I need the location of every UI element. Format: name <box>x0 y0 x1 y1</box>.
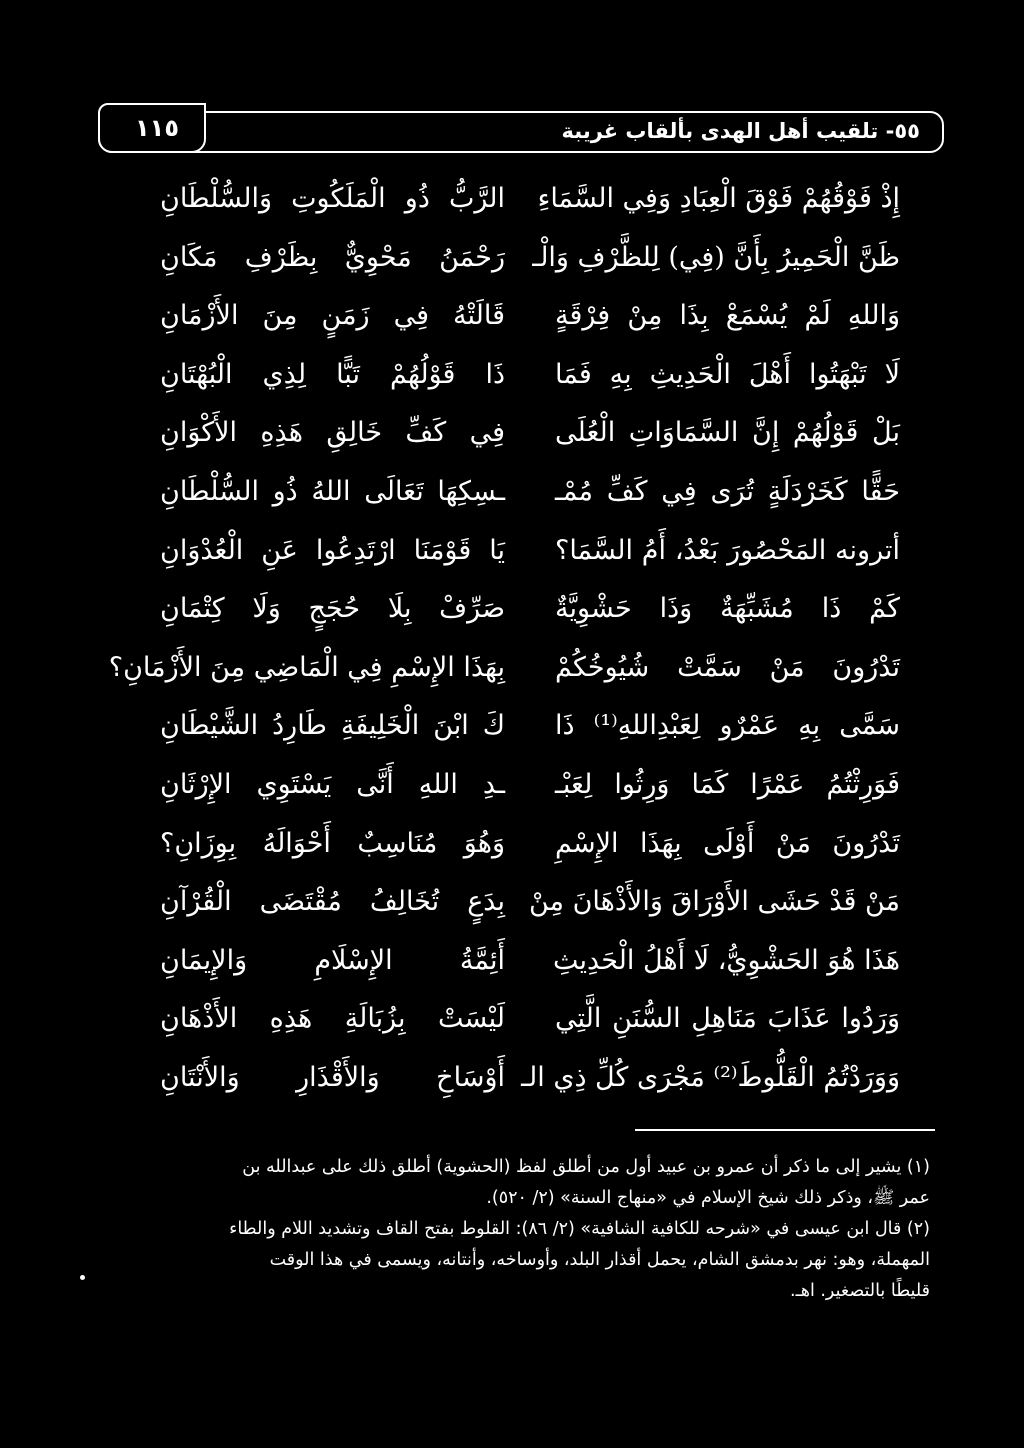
verse-first-hemistich: سَمَّى بِهِ عَمْرٌو لِعَبْدِاللهِ⁽¹⁾ ذَا <box>555 710 900 742</box>
verse-second-hemistich: أَئِمَّةُ الإِسْلَامِ وَالإِيمَانِ <box>160 944 505 976</box>
verse-second-hemistich: صَرِّفْ بِلَا حُجَجٍ وَلَا كِتْمَانِ <box>160 593 505 625</box>
verse <box>160 524 900 583</box>
verse-second-hemistich: لَيْسَتْ بِزُبَالَةِ هَذِهِ الأَذْهَانِ <box>160 1003 505 1035</box>
verse-first-hemistich: وَاللهِ لَمْ يُسْمَعْ بِذَا مِنْ فِرْقَةٍ <box>555 300 900 332</box>
page-number: ١١٥ <box>135 114 179 142</box>
verse <box>160 348 900 407</box>
verse-first-hemistich: حَقًّا كَخَرْدَلَةٍ تُرَى فِي كَفِّ مُمْـ <box>555 475 900 507</box>
verse <box>160 875 900 934</box>
verse <box>160 992 900 1051</box>
footnote-line: (٢) قال ابن عيسى في «شرحه للكافية الشافية» (٢/ ٨٦): القلوط بفتح القاف وتشديد اللام والطاء <box>229 1219 930 1239</box>
verse-first-hemistich: أترونه المَحْصُورَ بَعْدُ، أَمُ السَّمَا؟ <box>555 534 900 566</box>
verse-first-hemistich: وَوَرَدْتُمُ الْقَلُّوطَ⁽²⁾ مَجْرَى كُلِّ ذِي الـ <box>521 1061 900 1093</box>
verse-first-hemistich: ظَنَّ الْحَمِيرُ بِأَنَّ (فِي) لِلظَّرْفِ وَالْـ <box>532 241 900 273</box>
verse-second-hemistich: كَ ابْنَ الْخَلِيفَةِ طَارِدُ الشَّيْطَانِ <box>160 710 505 742</box>
verse-second-hemistich: فِي كَفِّ خَالِقِ هَذِهِ الأَكْوَانِ <box>160 417 505 449</box>
margin-dot <box>80 1275 85 1280</box>
verse-first-hemistich: لَا تَبْهَتُوا أَهْلَ الْحَدِيثِ بِهِ فَمَا <box>555 358 900 390</box>
footnotes <box>100 1152 930 1307</box>
footnote-line: عمر ﷺ، وذكر ذلك شيخ الإسلام في «منهاج السنة» (٢/ ٥٢٠). <box>486 1188 930 1208</box>
verse-second-hemistich: يَا قَوْمَنَا ارْتَدِعُوا عَنِ الْعُدْوَانِ <box>160 534 505 566</box>
verse-first-hemistich: إِذْ فَوْقُهُمْ فَوْقَ الْعِبَادِ وَفِي السَّمَاءِ <box>537 183 900 214</box>
footnote-line: قليطًا بالتصغير. اهـ. <box>790 1281 930 1301</box>
verse-second-hemistich: أَوْسَاخِ وَالأَقْذَارِ وَالأَنْتَانِ <box>160 1061 505 1093</box>
running-title: ٥٥- تلقيب أهل الهدى بألقاب غريبة <box>561 119 920 143</box>
verse <box>160 465 900 524</box>
footnote-line: (١) يشير إلى ما ذكر أن عمرو بن عبيد أول من أطلق لفظ (الحشوية) أطلق ذلك على عبدالله بن <box>242 1157 930 1177</box>
verse <box>160 699 900 758</box>
verse-first-hemistich: تَدْرُونَ مَنْ أَوْلَى بِهَذَا الإِسْمِ <box>555 827 900 859</box>
verse-second-hemistich: قَالَتْهُ فِي زَمَنٍ مِنَ الأَزْمَانِ <box>160 300 505 332</box>
verse-first-hemistich: كَمْ ذَا مُشَبِّهَةٌ وَذَا حَشْوِيَّةٌ <box>555 593 900 625</box>
verse-second-hemistich: ـسِكِهَا تَعَالَى اللهُ ذُو السُّلْطَانِ <box>160 475 505 507</box>
verse-first-hemistich: هَذَا هُوَ الحَشْوِيُّ، لَا أَهْلُ الْحَدِيثِ <box>553 944 900 976</box>
verse-first-hemistich: بَلْ قَوْلُهُمْ إِنَّ السَّمَاوَاتِ الْعُلَى <box>555 417 900 449</box>
verse <box>160 406 900 465</box>
running-header <box>98 111 944 153</box>
verse-second-hemistich: بِهَذَا الإِسْمِ فِي الْمَاضِي مِنَ الأَزْمَانِ؟ <box>108 651 505 683</box>
verse <box>160 582 900 641</box>
verse-first-hemistich: تَدْرُونَ مَنْ سَمَّتْ شُيُوخُكُمْ <box>555 651 900 683</box>
verse-first-hemistich: مَنْ قَدْ حَشَى الأَوْرَاقَ وَالأَذْهَانَ مِنْ <box>529 886 900 918</box>
verse-second-hemistich: بِدَعٍ تُخَالِفُ مُقْتَضَى الْقُرْآنِ <box>160 886 505 918</box>
verse-second-hemistich: وَهُوَ مُنَاسِبٌ أَحْوَالَهُ بِوِزَانِ؟ <box>160 827 505 859</box>
verse <box>160 934 900 993</box>
verse-first-hemistich: وَرَدُوا عَذَابَ مَنَاهِلِ السُّنَنِ الَّتِي <box>555 1003 900 1035</box>
verse <box>160 289 900 348</box>
footnote-separator <box>635 1129 935 1131</box>
verse-second-hemistich: ذَا قَوْلُهُمْ تَبًّا لِذِي الْبُهْتَانِ <box>160 358 505 390</box>
verse-first-hemistich: فَوَرِثْتُمُ عَمْرًا كَمَا وَرِثُوا لِعَبْـ <box>555 768 900 800</box>
poem <box>108 172 900 1110</box>
verse-second-hemistich: الرَّبُّ ذُو الْمَلَكُوتِ وَالسُّلْطَانِ <box>160 183 505 214</box>
verse <box>160 1051 900 1110</box>
verse <box>160 172 900 231</box>
verse <box>160 758 900 817</box>
verse-second-hemistich: رَحْمَنُ مَحْوِيٌّ بِظَرْفِ مَكَانِ <box>160 241 505 273</box>
verse <box>108 641 900 700</box>
verse-second-hemistich: ـدِ اللهِ أَنَّى يَسْتَوِي الإِرْثَانِ <box>160 768 505 800</box>
verse <box>160 231 900 290</box>
verse <box>160 817 900 876</box>
footnote-line: المهملة، وهو: نهر بدمشق الشام، يحمل أقذار البلد، وأوساخه، وأنتانه، ويسمى في هذا الوقت <box>269 1250 930 1270</box>
